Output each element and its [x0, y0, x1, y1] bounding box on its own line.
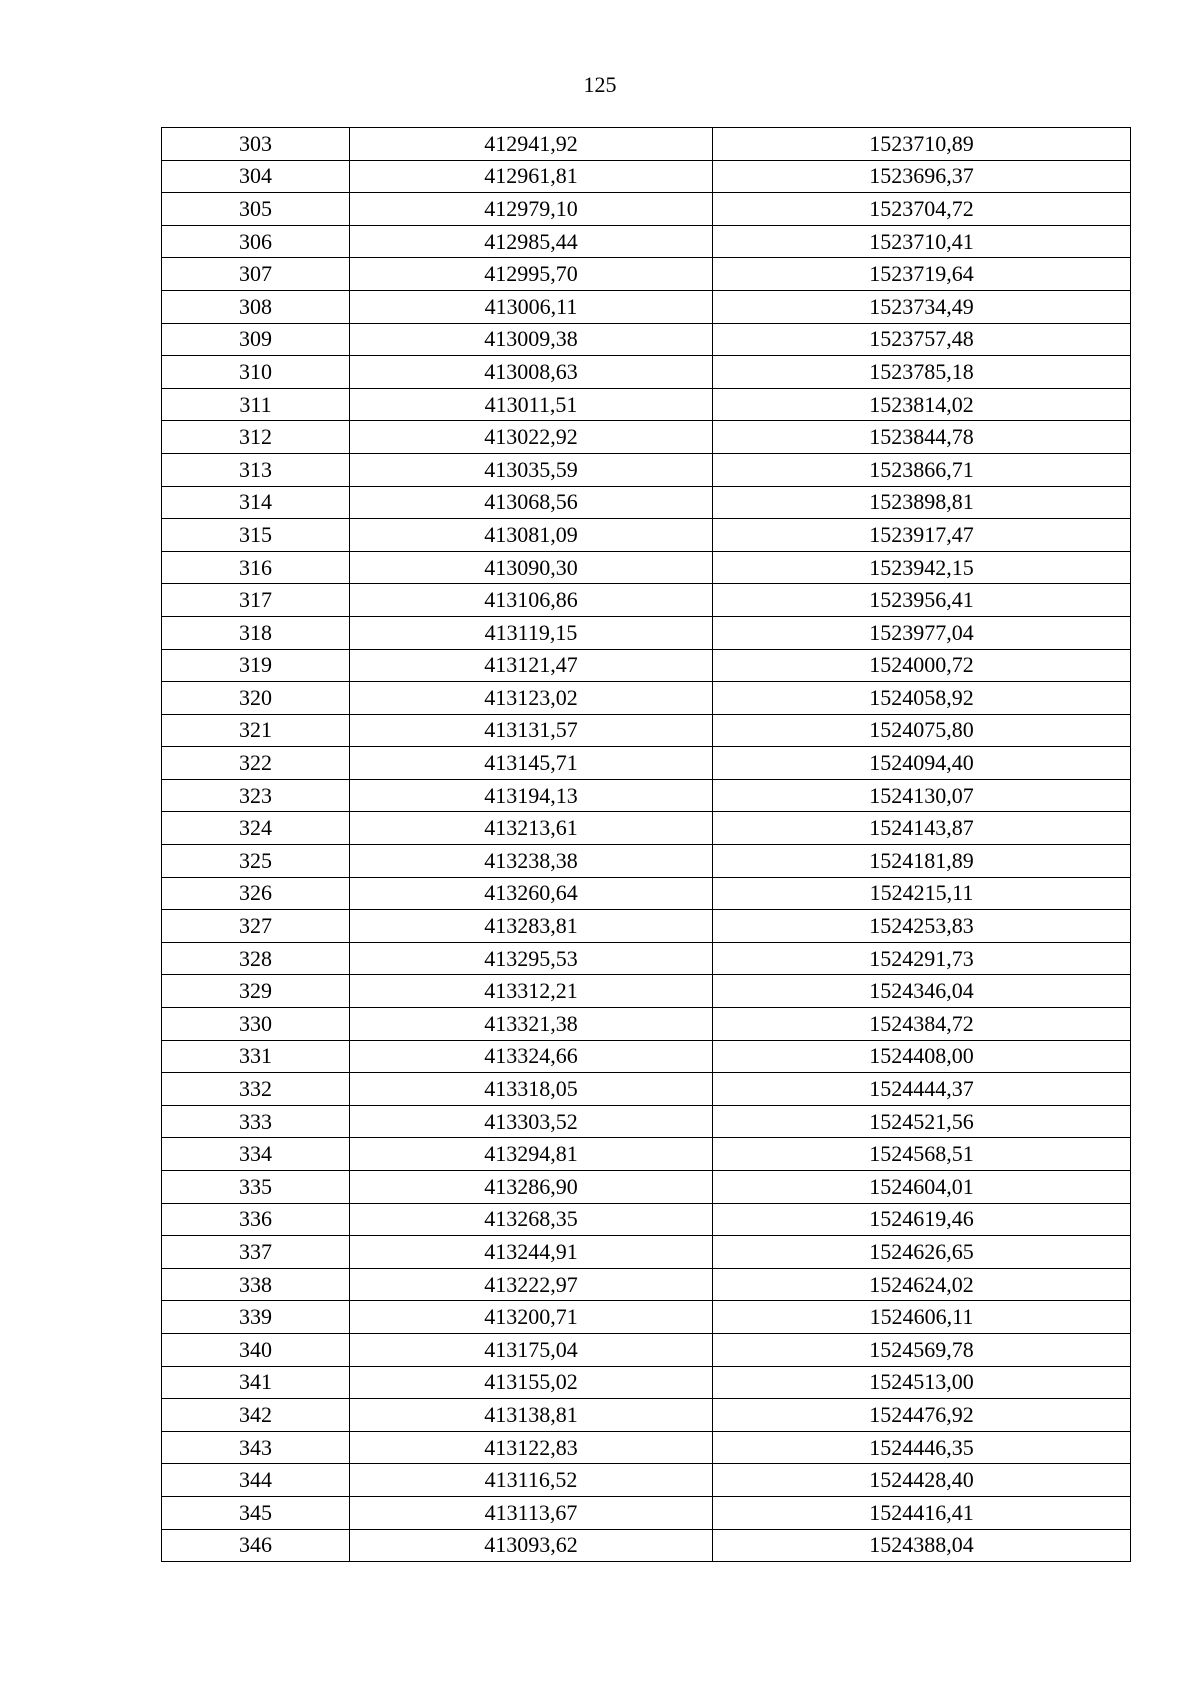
x-coordinate-cell: 413113,67	[350, 1496, 713, 1529]
table-row	[162, 649, 1131, 682]
x-coordinate-cell: 413119,15	[350, 616, 713, 649]
x-coordinate-cell: 413222,97	[350, 1268, 713, 1301]
point-number-cell: 314	[162, 486, 350, 519]
y-coordinate-cell: 1524513,00	[713, 1366, 1131, 1399]
y-coordinate-cell: 1524388,04	[713, 1529, 1131, 1562]
y-coordinate-cell: 1524428,40	[713, 1464, 1131, 1497]
table-row	[162, 551, 1131, 584]
table-row	[162, 1268, 1131, 1301]
x-coordinate-cell: 413283,81	[350, 910, 713, 943]
y-coordinate-cell: 1524569,78	[713, 1333, 1131, 1366]
point-number-cell: 341	[162, 1366, 350, 1399]
x-coordinate-cell: 413090,30	[350, 551, 713, 584]
x-coordinate-cell: 412941,92	[350, 128, 713, 161]
table-row	[162, 682, 1131, 715]
point-number-cell: 336	[162, 1203, 350, 1236]
table-row	[162, 1203, 1131, 1236]
point-number-cell: 327	[162, 910, 350, 943]
y-coordinate-cell: 1523942,15	[713, 551, 1131, 584]
x-coordinate-cell: 413093,62	[350, 1529, 713, 1562]
table-row	[162, 388, 1131, 421]
table-row	[162, 1138, 1131, 1171]
point-number-cell: 331	[162, 1040, 350, 1073]
point-number-cell: 325	[162, 845, 350, 878]
page-number: 125	[583, 72, 617, 97]
x-coordinate-cell: 413268,35	[350, 1203, 713, 1236]
y-coordinate-cell: 1523710,41	[713, 225, 1131, 258]
table-row	[162, 714, 1131, 747]
x-coordinate-cell: 413006,11	[350, 290, 713, 323]
point-number-cell: 310	[162, 356, 350, 389]
point-number-cell: 338	[162, 1268, 350, 1301]
point-number-cell: 333	[162, 1105, 350, 1138]
table-row	[162, 1301, 1131, 1334]
x-coordinate-cell: 413022,92	[350, 421, 713, 454]
x-coordinate-cell: 413145,71	[350, 747, 713, 780]
table-row	[162, 225, 1131, 258]
table-row	[162, 1399, 1131, 1432]
point-number-cell: 303	[162, 128, 350, 161]
table-row	[162, 193, 1131, 226]
table-row	[162, 812, 1131, 845]
table-row	[162, 1171, 1131, 1204]
y-coordinate-cell: 1524094,40	[713, 747, 1131, 780]
point-number-cell: 319	[162, 649, 350, 682]
point-number-cell: 337	[162, 1236, 350, 1269]
table-row	[162, 486, 1131, 519]
y-coordinate-cell: 1523977,04	[713, 616, 1131, 649]
x-coordinate-cell: 413121,47	[350, 649, 713, 682]
x-coordinate-cell: 413068,56	[350, 486, 713, 519]
x-coordinate-cell: 413286,90	[350, 1171, 713, 1204]
point-number-cell: 326	[162, 877, 350, 910]
y-coordinate-cell: 1524291,73	[713, 942, 1131, 975]
point-number-cell: 308	[162, 290, 350, 323]
x-coordinate-cell: 413011,51	[350, 388, 713, 421]
x-coordinate-cell: 413200,71	[350, 1301, 713, 1334]
x-coordinate-cell: 413295,53	[350, 942, 713, 975]
x-coordinate-cell: 413294,81	[350, 1138, 713, 1171]
x-coordinate-cell: 413244,91	[350, 1236, 713, 1269]
point-number-cell: 345	[162, 1496, 350, 1529]
y-coordinate-cell: 1523757,48	[713, 323, 1131, 356]
point-number-cell: 307	[162, 258, 350, 291]
table-row	[162, 747, 1131, 780]
x-coordinate-cell: 412961,81	[350, 160, 713, 193]
point-number-cell: 318	[162, 616, 350, 649]
y-coordinate-cell: 1523866,71	[713, 453, 1131, 486]
x-coordinate-cell: 413122,83	[350, 1431, 713, 1464]
table-row	[162, 1464, 1131, 1497]
point-number-cell: 328	[162, 942, 350, 975]
x-coordinate-cell: 413106,86	[350, 584, 713, 617]
y-coordinate-cell: 1523710,89	[713, 128, 1131, 161]
x-coordinate-cell: 413260,64	[350, 877, 713, 910]
x-coordinate-cell: 412995,70	[350, 258, 713, 291]
point-number-cell: 346	[162, 1529, 350, 1562]
x-coordinate-cell: 413123,02	[350, 682, 713, 715]
y-coordinate-cell: 1523917,47	[713, 519, 1131, 552]
x-coordinate-cell: 413131,57	[350, 714, 713, 747]
point-number-cell: 330	[162, 1008, 350, 1041]
point-number-cell: 344	[162, 1464, 350, 1497]
table-row	[162, 616, 1131, 649]
point-number-cell: 313	[162, 453, 350, 486]
table-row	[162, 290, 1131, 323]
point-number-cell: 323	[162, 779, 350, 812]
x-coordinate-cell: 413213,61	[350, 812, 713, 845]
point-number-cell: 311	[162, 388, 350, 421]
table-row	[162, 1236, 1131, 1269]
point-number-cell: 324	[162, 812, 350, 845]
y-coordinate-cell: 1524476,92	[713, 1399, 1131, 1432]
y-coordinate-cell: 1524626,65	[713, 1236, 1131, 1269]
x-coordinate-cell: 412985,44	[350, 225, 713, 258]
y-coordinate-cell: 1524604,01	[713, 1171, 1131, 1204]
y-coordinate-cell: 1523814,02	[713, 388, 1131, 421]
table-row	[162, 128, 1131, 161]
y-coordinate-cell: 1523734,49	[713, 290, 1131, 323]
x-coordinate-cell: 413321,38	[350, 1008, 713, 1041]
point-number-cell: 316	[162, 551, 350, 584]
x-coordinate-cell: 412979,10	[350, 193, 713, 226]
table-row	[162, 910, 1131, 943]
table-row	[162, 584, 1131, 617]
table-row	[162, 421, 1131, 454]
table-row	[162, 975, 1131, 1008]
y-coordinate-cell: 1524408,00	[713, 1040, 1131, 1073]
y-coordinate-cell: 1524568,51	[713, 1138, 1131, 1171]
point-number-cell: 342	[162, 1399, 350, 1432]
table-row	[162, 1431, 1131, 1464]
point-number-cell: 343	[162, 1431, 350, 1464]
point-number-cell: 339	[162, 1301, 350, 1334]
y-coordinate-cell: 1524075,80	[713, 714, 1131, 747]
y-coordinate-cell: 1523696,37	[713, 160, 1131, 193]
table-row	[162, 160, 1131, 193]
table-row	[162, 519, 1131, 552]
x-coordinate-cell: 413175,04	[350, 1333, 713, 1366]
point-number-cell: 320	[162, 682, 350, 715]
x-coordinate-cell: 413008,63	[350, 356, 713, 389]
point-number-cell: 334	[162, 1138, 350, 1171]
table-row	[162, 845, 1131, 878]
table-row	[162, 1073, 1131, 1106]
table-body	[162, 128, 1131, 1562]
x-coordinate-cell: 413155,02	[350, 1366, 713, 1399]
y-coordinate-cell: 1524521,56	[713, 1105, 1131, 1138]
x-coordinate-cell: 413194,13	[350, 779, 713, 812]
y-coordinate-cell: 1524444,37	[713, 1073, 1131, 1106]
table-row	[162, 1366, 1131, 1399]
x-coordinate-cell: 413081,09	[350, 519, 713, 552]
point-number-cell: 305	[162, 193, 350, 226]
point-number-cell: 321	[162, 714, 350, 747]
point-number-cell: 340	[162, 1333, 350, 1366]
y-coordinate-cell: 1524143,87	[713, 812, 1131, 845]
coordinates-table	[161, 127, 1131, 1562]
x-coordinate-cell: 413035,59	[350, 453, 713, 486]
y-coordinate-cell: 1524384,72	[713, 1008, 1131, 1041]
x-coordinate-cell: 413303,52	[350, 1105, 713, 1138]
table-row	[162, 1496, 1131, 1529]
y-coordinate-cell: 1524606,11	[713, 1301, 1131, 1334]
y-coordinate-cell: 1524416,41	[713, 1496, 1131, 1529]
x-coordinate-cell: 413238,38	[350, 845, 713, 878]
table-row	[162, 453, 1131, 486]
y-coordinate-cell: 1524253,83	[713, 910, 1131, 943]
point-number-cell: 306	[162, 225, 350, 258]
x-coordinate-cell: 413312,21	[350, 975, 713, 1008]
x-coordinate-cell: 413318,05	[350, 1073, 713, 1106]
x-coordinate-cell: 413324,66	[350, 1040, 713, 1073]
point-number-cell: 317	[162, 584, 350, 617]
x-coordinate-cell: 413138,81	[350, 1399, 713, 1432]
table-row	[162, 323, 1131, 356]
y-coordinate-cell: 1524181,89	[713, 845, 1131, 878]
point-number-cell: 335	[162, 1171, 350, 1204]
y-coordinate-cell: 1523785,18	[713, 356, 1131, 389]
table-row	[162, 779, 1131, 812]
y-coordinate-cell: 1524446,35	[713, 1431, 1131, 1464]
y-coordinate-cell: 1524619,46	[713, 1203, 1131, 1236]
point-number-cell: 312	[162, 421, 350, 454]
x-coordinate-cell: 413009,38	[350, 323, 713, 356]
table-row	[162, 258, 1131, 291]
y-coordinate-cell: 1523844,78	[713, 421, 1131, 454]
point-number-cell: 309	[162, 323, 350, 356]
point-number-cell: 304	[162, 160, 350, 193]
y-coordinate-cell: 1524058,92	[713, 682, 1131, 715]
y-coordinate-cell: 1523719,64	[713, 258, 1131, 291]
y-coordinate-cell: 1523704,72	[713, 193, 1131, 226]
y-coordinate-cell: 1524000,72	[713, 649, 1131, 682]
table-row	[162, 1333, 1131, 1366]
point-number-cell: 329	[162, 975, 350, 1008]
table-row	[162, 1008, 1131, 1041]
point-number-cell: 332	[162, 1073, 350, 1106]
table-row	[162, 1529, 1131, 1562]
point-number-cell: 322	[162, 747, 350, 780]
y-coordinate-cell: 1524130,07	[713, 779, 1131, 812]
table-row	[162, 1040, 1131, 1073]
table-row	[162, 942, 1131, 975]
x-coordinate-cell: 413116,52	[350, 1464, 713, 1497]
y-coordinate-cell: 1524624,02	[713, 1268, 1131, 1301]
y-coordinate-cell: 1523898,81	[713, 486, 1131, 519]
y-coordinate-cell: 1524346,04	[713, 975, 1131, 1008]
table-row	[162, 1105, 1131, 1138]
y-coordinate-cell: 1523956,41	[713, 584, 1131, 617]
point-number-cell: 315	[162, 519, 350, 552]
y-coordinate-cell: 1524215,11	[713, 877, 1131, 910]
table-row	[162, 356, 1131, 389]
table-row	[162, 877, 1131, 910]
